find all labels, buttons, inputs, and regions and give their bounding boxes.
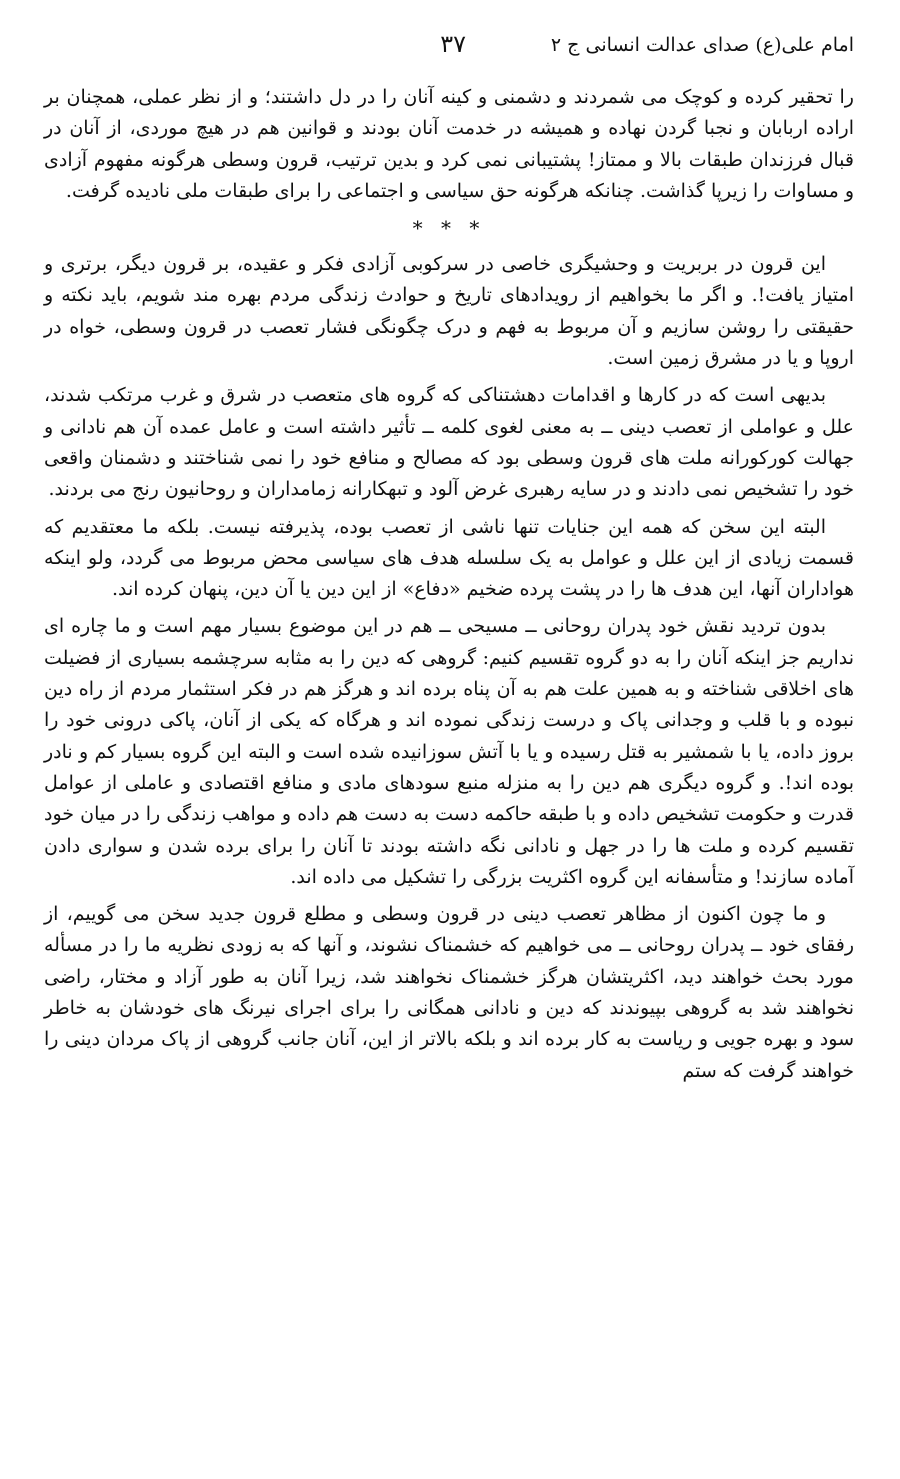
- page-number: ۳۷: [440, 30, 466, 58]
- section-separator: * * *: [412, 216, 486, 241]
- paragraph-6: و ما چون اکنون از مظاهر تعصب دینی در قرون وسطی و مطلع قرون جدید سخن می گوییم، از رفقای خود ــ پدران روحانی ــ می خواهیم که خشمناک نشوند، و آنها که به زودی نظریه ما را در مسأله مورد بحث خواهند دید، اکثریتشان هرگز خشمناک نخواهند شد، زیرا آنان به طور آزاد و مختار، راضی نخواهند شد به گروهی بپیوندند که دین و نادانی همگانی را برای اجرای نیرنگ های خودشان به خاطر سود و بهره جویی و ریاست به کار برده اند و بلکه بالاتر از این، آنان جانب گروهی از پاک مردان دینی را خواهند گرفت که ستم: [44, 903, 854, 1082]
- book-title: امام علی(ع) صدای عدالت انسانی ج ۲: [550, 34, 854, 56]
- paragraph-3: بدیهی است که در کارها و اقدامات دهشتناکی که گروه های متعصب در شرق و غرب مرتکب شدند، علل و عواملی از تعصب دینی ــ به معنی لغوی کلمه ــ تأثیر داشته است و عامل عمده آن هم نادانی و جهالت کورکورانه ملت های قرون وسطی بود که مصالح و منافع خود را نمی شناختند و دشمنان واقعی خود را تشخیص نمی دادند و در سایه رهبری غرض آلود و تبهکارانه زمامداران و روحانیون رنج می بردند.: [44, 384, 854, 501]
- paragraph-2: این قرون در بربریت و وحشیگری خاصی در سرکوبی آزادی فکر و عقیده، بر قرون دیگر، برتری و امتیاز یافت!. و اگر ما بخواهیم از رویدادهای تاریخ و حوادث زندگی مردم بهره مند شویم، باید نکته و حقیقتی را روشن سازیم و آن مربوط به فهم و درک چگونگی فشار تعصب در قرون وسطی، خواه در اروپا و یا در مشرق زمین است.: [44, 253, 854, 370]
- page-body: [44, 82, 854, 1093]
- paragraph-1: را تحقیر کرده و کوچک می شمردند و دشمنی و کینه آنان را در دل داشتند؛ و از نظر عملی، همچنان بر اراده اربابان و نجبا گردن نهاده و همیشه در خدمت آنان بودند و قوانین هم در هیچ موردی، از آنان در قبال فرزندان طبقات بالا و ممتاز! پشتیبانی نمی کرد و بدین ترتیب، قرون وسطی هرگونه مفهوم آزادی و مساوات را زیرپا گذاشت. چنانکه هرگونه حق سیاسی و اجتماعی را برای طبقات ملی نادیده گرفت.: [44, 86, 854, 202]
- paragraph-4: البته این سخن که همه این جنایات تنها ناشی از تعصب بوده، پذیرفته نیست. بلکه ما معتقدیم که قسمت زیادی از این علل و عوامل به یک سلسله هدف های سیاسی محض مربوط می گردد، ولو اینکه هواداران آنها، این هدف ها را در پشت پرده ضخیم «دفاع» از این دین یا آن دین، پنهان کرده اند.: [44, 515, 854, 601]
- page-header: [46, 30, 854, 74]
- paragraph-5: بدون تردید نقش خود پدران روحانی ــ مسیحی ــ هم در این موضوع بسیار مهم است و ما چاره ای نداریم جز اینکه آنان را به دو گروه تقسیم کنیم: گروهی که دین را به مثابه سرچشمه بسیاری از فضیلت های اخلاقی شناخته و به همین علت هم به آن پناه برده اند و هرگز هم در فکر استثمار مردم از راه دین نبوده و با قلب و وجدانی پاک و درست زندگی نموده اند و هرگاه که یکی از آنان، پاکی درونی خود را بروز داده، یا با شمشیر به قتل رسیده و یا با آتش سوزانیده شده است و البته این گروه بسیار کم و نادر بوده اند!. و گروه دیگری هم دین را به منزله منبع سودهای مادی و منافع اقتصادی و عاملی از عوامل قدرت و حکومت تشخیص داده و با طبقه حاکمه دست به دست هم داده و مواهب زندگی را در میان خود تقسیم کرده و ملت ها را در جهل و نادانی نگه داشته بودند تا آنان را برای برده شدن و سواری دادن آماده سازند! و متأسفانه این گروه اکثریت بزرگی را تشکیل می داده اند.: [44, 615, 854, 888]
